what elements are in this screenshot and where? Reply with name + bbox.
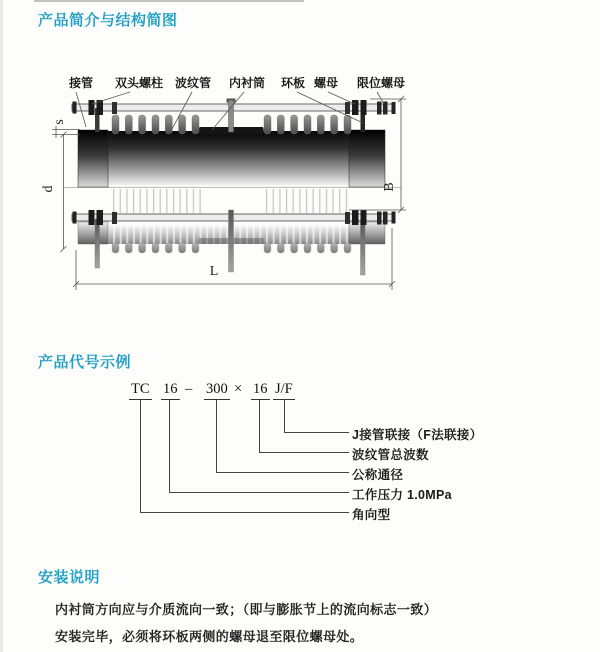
label-limit-nut: 限位螺母 [356, 76, 406, 90]
install-note-line2: 安装完毕，必须将环板两侧的螺母退至限位螺母处。 [55, 629, 364, 644]
label-stud: 双头螺柱 [114, 76, 164, 90]
code-segment-waves: 16 [251, 381, 270, 400]
label-bellows: 波纹管 [174, 76, 212, 90]
label-nut: 螺母 [313, 76, 339, 90]
label-pipe: 接管 [68, 76, 94, 90]
limit-nut-bottom [377, 212, 382, 225]
code-segment-diameter: 300 [204, 381, 230, 400]
code-segment-dash: – [185, 381, 193, 397]
dim-label-d: d [41, 185, 56, 193]
dim-label-L: L [209, 264, 219, 279]
callout-connection: J接管联接（F法联接） [352, 428, 483, 442]
label-liner: 内衬筒 [228, 76, 266, 90]
callout-pressure: 工作压力 1.0MPa [352, 488, 452, 502]
code-section-title: 产品代号示例 [38, 354, 132, 371]
callout-type: 角向型 [352, 508, 391, 522]
install-section-title: 安装说明 [38, 569, 101, 586]
dim-label-B: B [382, 182, 397, 192]
intro-section-title: 产品简介与结构简图 [38, 12, 178, 29]
code-segment-connection: J/F [273, 381, 295, 400]
dim-label-s: s [52, 119, 67, 125]
code-segment-type: TC [129, 381, 152, 400]
connector-line [140, 400, 349, 513]
pipe-end-left [78, 130, 108, 187]
limit-nut-top [377, 102, 382, 115]
callout-waves: 波纹管总波数 [352, 448, 429, 462]
install-note-line1: 内衬筒方向应与介质流向一致；（即与膨胀节上的流向标志一致） [55, 602, 438, 617]
pipe-end-right [349, 130, 385, 187]
dimension-d [61, 132, 67, 253]
bellows-body-upper [78, 127, 385, 187]
bellows-ghost-lines [109, 189, 351, 213]
code-segment-times: × [234, 381, 243, 397]
label-ring-plate: 环板 [280, 76, 306, 90]
callout-diameter: 公称通径 [352, 468, 404, 482]
code-segment-pressure: 16 [161, 381, 180, 400]
